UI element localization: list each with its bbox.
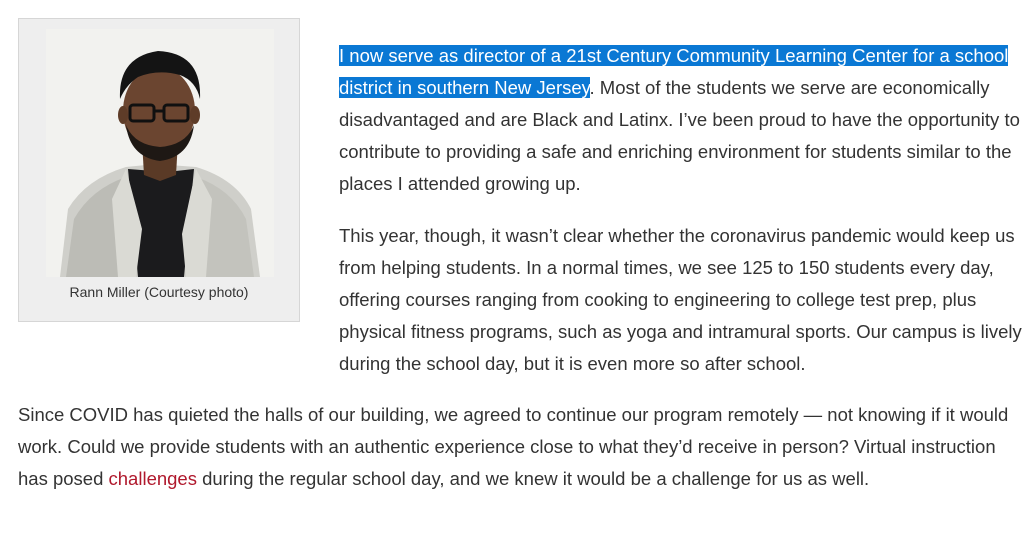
- selected-text[interactable]: I now serve as director of a 21st Century Community Learning Center for a school district in southern New Jersey: [339, 45, 1009, 98]
- photo-caption: Rann Miller (Courtesy photo): [69, 284, 249, 300]
- paragraph-pandemic: [339, 220, 1029, 380]
- paragraph-text: This year, though, it wasn’t clear whether the coronavirus pandemic would keep us from helping students. In a normal times, we see 125 to 150 students every day, offering courses ranging from cooking to engineering to college test prep, plus physical fitness programs, such as yoga and intramural sports. Our campus is lively during the school day, but it is even more so after school.: [339, 225, 1022, 374]
- portrait-photo: [46, 29, 274, 277]
- paragraph-text: during the regular school day, and we knew it would be a challenge for us as well.: [196, 468, 870, 489]
- paragraph-remote: [18, 399, 1028, 495]
- paragraph-text: Since COVID has quieted the halls of our building, we agreed to continue our program remotely — not knowing if it would work. Could we provide students with an authentic experience close to what they’d receive in person? Virtual instruction has posed: [18, 404, 1009, 489]
- paragraph-intro: [339, 40, 1029, 200]
- paragraph-text: . Most of the students we serve are economically disadvantaged and are Black and Latinx. I’ve been proud to have the opportunity to contribute to providing a safe and enriching environment for students similar to the places I attended growing up.: [339, 77, 1020, 194]
- photo-figure: [18, 18, 300, 322]
- challenges-link[interactable]: challenges: [108, 468, 197, 489]
